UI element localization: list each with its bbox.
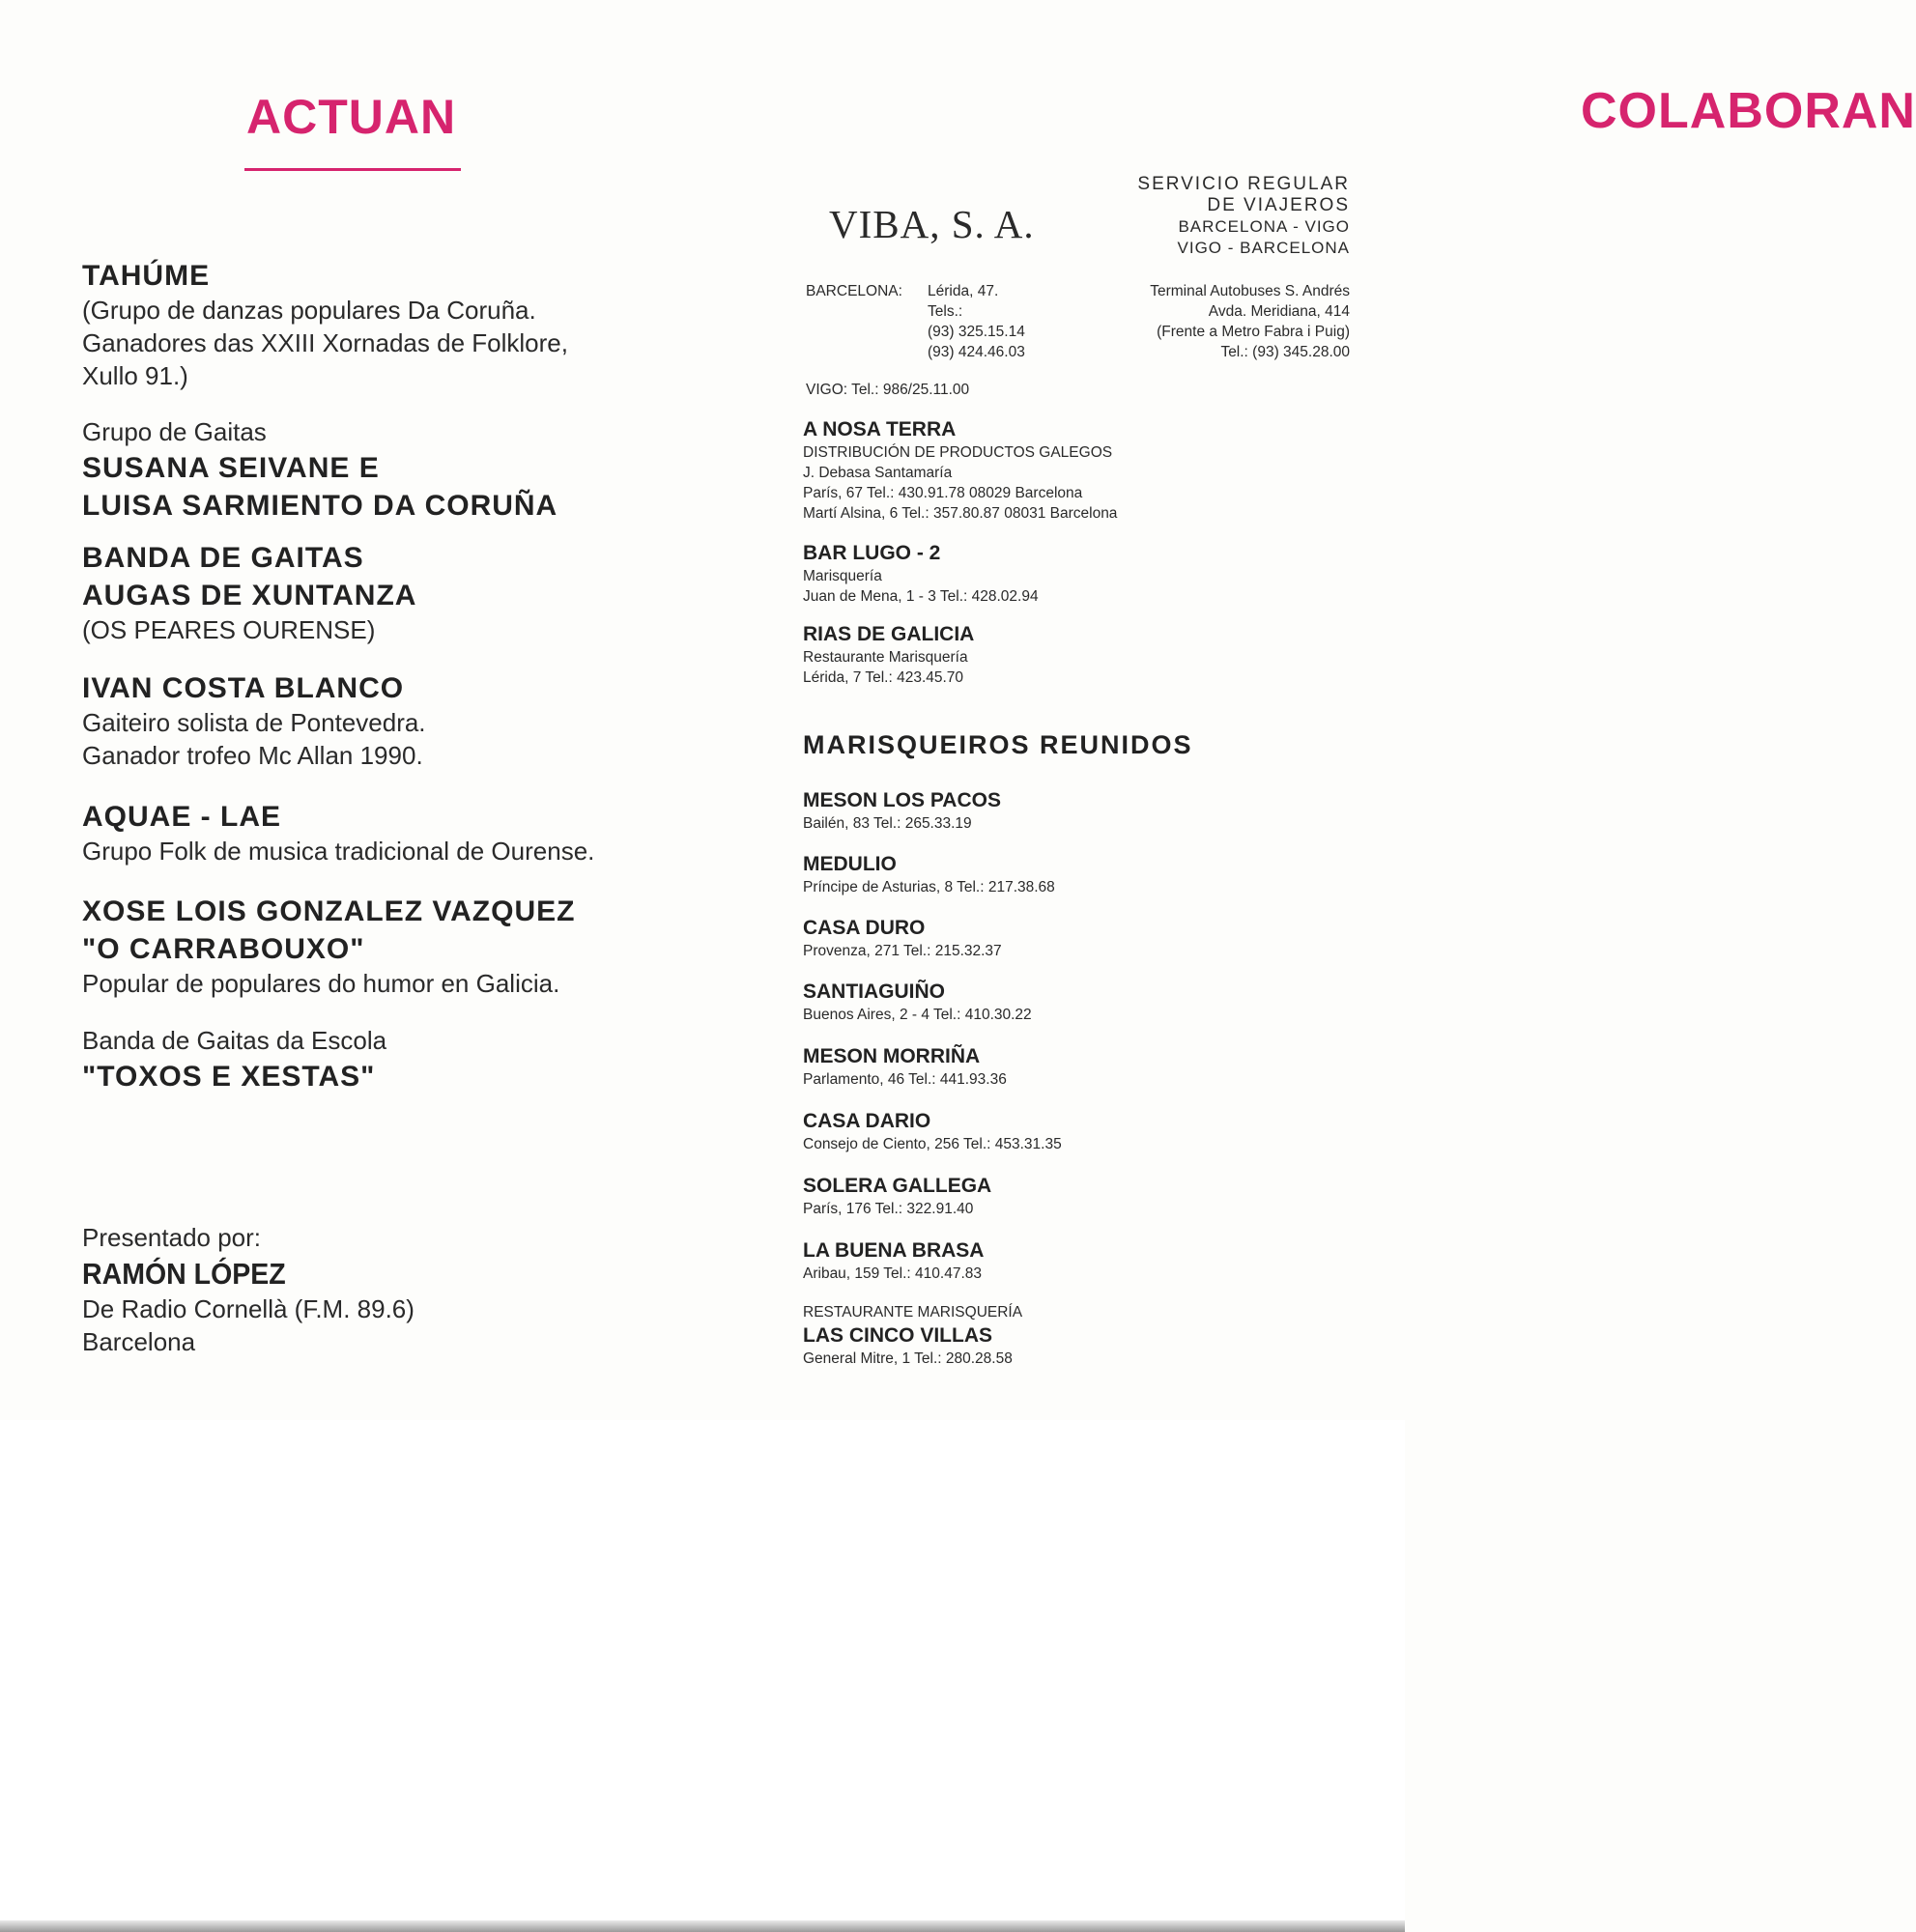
restaurant-la-buena-brasa — [803, 1237, 984, 1284]
sponsor-line: Juan de Mena, 1 - 3 Tel.: 428.02.94 — [803, 588, 1039, 606]
terminal-line: Tel.: (93) 345.28.00 — [1220, 344, 1350, 360]
restaurant-name: SANTIAGUIÑO — [803, 980, 945, 1003]
viba-service-line: DE VIAJEROS — [1207, 195, 1350, 215]
sponsor-line: Restaurante Marisquería — [803, 649, 968, 667]
act-line: Ganador trofeo Mc Allan 1990. — [82, 740, 423, 770]
restaurant-medulio — [803, 851, 1055, 897]
restaurant-name: LAS CINCO VILLAS — [803, 1324, 993, 1347]
act-aquae-lae — [82, 798, 662, 868]
act-line: Banda de Gaitas da Escola — [82, 1026, 387, 1055]
viba-vigo-tel: VIGO: Tel.: 986/25.11.00 — [806, 382, 970, 398]
restaurant-name: MESON MORRIÑA — [803, 1045, 981, 1067]
sponsor-line: Marisquería — [803, 568, 882, 585]
act-line: (Grupo de danzas populares Da Coruña. — [82, 296, 536, 325]
restaurant-address: Consejo de Ciento, 256 Tel.: 453.31.35 — [803, 1136, 1062, 1153]
act-line: "TOXOS E XESTAS" — [82, 1060, 376, 1093]
act-line: TAHÚME — [82, 260, 211, 292]
sponsor-line: París, 67 Tel.: 430.91.78 08029 Barcelona — [803, 485, 1083, 502]
sponsor-line: J. Debasa Santamaría — [803, 465, 953, 482]
restaurant-address: General Mitre, 1 Tel.: 280.28.58 — [803, 1350, 1013, 1368]
restaurant-casa-duro — [803, 915, 1002, 961]
act-line: Popular de populares do humor en Galicia. — [82, 969, 560, 998]
restaurant-meson-los-pacos — [803, 787, 1001, 834]
act-line: Grupo Folk de musica tradicional de Ourense. — [82, 837, 595, 866]
act-line: LUISA SARMIENTO DA CORUÑA — [82, 489, 558, 522]
restaurant-type: RESTAURANTE MARISQUERÍA — [803, 1304, 1023, 1321]
presenter-name: RAMÓN LÓPEZ — [82, 1256, 286, 1291]
viba-address: Lérida, 47. — [928, 283, 999, 299]
viba-tels-label: Tels.: — [928, 303, 963, 320]
sponsor-line: Lérida, 7 Tel.: 423.45.70 — [803, 669, 964, 687]
viba-service-line: SERVICIO REGULAR — [1137, 174, 1350, 194]
restaurant-address: Príncipe de Asturias, 8 Tel.: 217.38.68 — [803, 879, 1055, 896]
act-line: "O CARRABOUXO" — [82, 933, 365, 965]
viba-tel: (93) 325.15.14 — [928, 324, 1025, 340]
sponsor-a-nosa-terra — [803, 416, 1117, 524]
presenter-block — [82, 1222, 662, 1359]
act-line: SUSANA SEIVANE E — [82, 451, 380, 484]
terminal-line: Avda. Meridiana, 414 — [1208, 303, 1350, 320]
restaurant-address: Provenza, 271 Tel.: 215.32.37 — [803, 943, 1002, 960]
viba-barcelona-label: BARCELONA: — [806, 283, 902, 299]
viba-barcelona-details — [928, 281, 1025, 362]
act-ivan-costa — [82, 669, 662, 773]
act-line: Gaiteiro solista de Pontevedra. — [82, 708, 426, 737]
act-line: XOSE LOIS GONZALEZ VAZQUEZ — [82, 895, 576, 927]
restaurant-name: MEDULIO — [803, 853, 897, 875]
act-grupo-gaitas — [82, 416, 662, 525]
presenter-city: Barcelona — [82, 1326, 196, 1356]
restaurant-name: LA BUENA BRASA — [803, 1239, 985, 1262]
restaurant-casa-dario — [803, 1108, 1062, 1154]
viba-route: VIGO - BARCELONA — [1177, 239, 1350, 257]
viba-tel: (93) 424.46.03 — [928, 344, 1025, 360]
colaboran-title: COLABORAN — [1581, 83, 1916, 139]
restaurant-address: Bailén, 83 Tel.: 265.33.19 — [803, 815, 972, 833]
restaurant-address: Buenos Aires, 2 - 4 Tel.: 410.30.22 — [803, 1007, 1032, 1024]
act-line: IVAN COSTA BLANCO — [82, 672, 405, 704]
marisqueiros-title: MARISQUEIROS REUNIDOS — [803, 730, 1193, 759]
scan-bottom-edge — [0, 1920, 1405, 1932]
actuan-title: ACTUAN — [246, 90, 457, 144]
restaurant-name: SOLERA GALLEGA — [803, 1175, 992, 1197]
restaurant-address: Parlamento, 46 Tel.: 441.93.36 — [803, 1071, 1007, 1089]
sponsor-name: BAR LUGO - 2 — [803, 542, 941, 564]
restaurant-las-cinco-villas — [803, 1302, 1022, 1369]
act-tahume — [82, 257, 662, 392]
restaurant-santiaguino — [803, 979, 1032, 1025]
presenter-label: Presentado por: — [82, 1223, 262, 1252]
viba-terminal — [1150, 281, 1350, 362]
sponsor-name: A NOSA TERRA — [803, 418, 957, 440]
act-line: (OS PEARES OURENSE) — [82, 615, 376, 644]
presenter-station: De Radio Cornellà (F.M. 89.6) — [82, 1294, 415, 1324]
restaurant-name: CASA DURO — [803, 917, 926, 939]
viba-name: VIBA, S. A. — [829, 202, 1035, 246]
viba-service-info — [1137, 174, 1350, 259]
act-line: AQUAE - LAE — [82, 801, 281, 833]
terminal-line: (Frente a Metro Fabra i Puig) — [1157, 324, 1350, 340]
act-carrabouxo — [82, 893, 662, 1001]
sponsor-line: Martí Alsina, 6 Tel.: 357.80.87 08031 Barcelona — [803, 505, 1118, 523]
sponsor-line: DISTRIBUCIÓN DE PRODUCTOS GALEGOS — [803, 444, 1113, 462]
act-banda-augas — [82, 539, 662, 647]
restaurant-meson-morrina — [803, 1043, 1007, 1090]
sponsor-rias-galicia — [803, 621, 974, 688]
restaurant-name: CASA DARIO — [803, 1110, 931, 1132]
sponsor-name: RIAS DE GALICIA — [803, 623, 975, 645]
act-line: Ganadores das XXIII Xornadas de Folklore, — [82, 327, 568, 357]
act-line: AUGAS DE XUNTANZA — [82, 580, 417, 611]
act-toxos-xestas — [82, 1025, 662, 1095]
restaurant-solera-gallega — [803, 1173, 991, 1219]
terminal-line: Terminal Autobuses S. Andrés — [1150, 283, 1350, 299]
restaurant-address: París, 176 Tel.: 322.91.40 — [803, 1201, 974, 1218]
sponsor-bar-lugo — [803, 540, 1039, 607]
act-line: BANDA DE GAITAS — [82, 542, 364, 574]
restaurant-name: MESON LOS PACOS — [803, 789, 1001, 811]
act-line: Xullo 91.) — [82, 360, 188, 390]
act-line: Grupo de Gaitas — [82, 417, 267, 446]
restaurant-address: Aribau, 159 Tel.: 410.47.83 — [803, 1265, 982, 1283]
actuan-title-underline — [244, 168, 461, 171]
page-lower-area — [0, 1420, 1405, 1932]
viba-route: BARCELONA - VIGO — [1178, 217, 1350, 236]
